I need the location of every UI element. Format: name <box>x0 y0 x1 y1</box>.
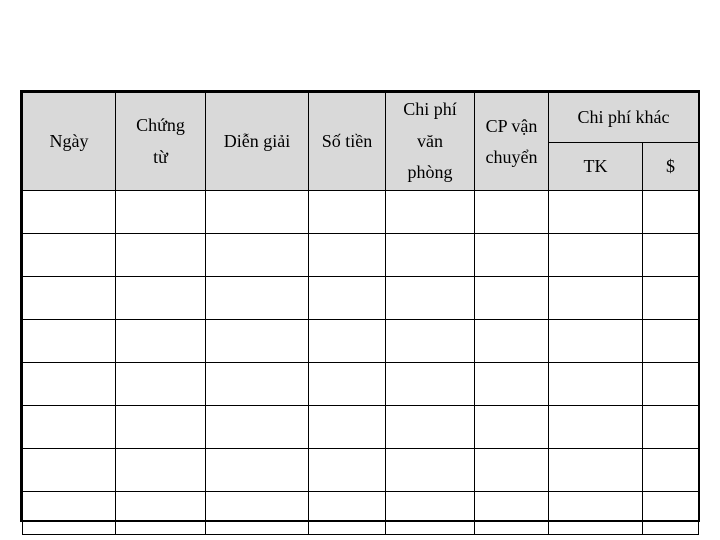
table-cell[interactable] <box>23 191 116 234</box>
table-cell[interactable] <box>309 492 386 535</box>
table-cell[interactable] <box>23 492 116 535</box>
table-cell[interactable] <box>309 449 386 492</box>
header-chi-phi-khac-amount: $ <box>643 143 699 191</box>
table-cell[interactable] <box>206 320 309 363</box>
table-cell[interactable] <box>116 191 206 234</box>
expense-ledger-table <box>20 90 700 522</box>
table-row <box>23 363 699 406</box>
table-cell[interactable] <box>23 363 116 406</box>
table-cell[interactable] <box>643 234 699 277</box>
table-cell[interactable] <box>549 492 643 535</box>
header-dien-giai: Diễn giải <box>206 93 309 191</box>
table-cell[interactable] <box>309 363 386 406</box>
header-chung-tu-line1: Chứng <box>136 115 185 135</box>
table-cell[interactable] <box>386 492 475 535</box>
table-cell[interactable] <box>549 320 643 363</box>
header-chung-tu <box>116 93 206 191</box>
header-cpvc-line1: CP vận <box>485 115 538 136</box>
table-cell[interactable] <box>643 449 699 492</box>
table-cell[interactable] <box>206 234 309 277</box>
table-cell[interactable] <box>549 449 643 492</box>
table-cell[interactable] <box>475 191 549 234</box>
table-cell[interactable] <box>23 320 116 363</box>
table-row <box>23 449 699 492</box>
header-cpvc-line2: chuyển <box>485 146 538 167</box>
header-ngay: Ngày <box>23 93 116 191</box>
table-row <box>23 406 699 449</box>
table-cell[interactable] <box>116 320 206 363</box>
table-row <box>23 234 699 277</box>
table-cell[interactable] <box>116 234 206 277</box>
table-cell[interactable] <box>386 234 475 277</box>
table-cell[interactable] <box>643 320 699 363</box>
table-cell[interactable] <box>23 234 116 277</box>
table-cell[interactable] <box>23 277 116 320</box>
table-cell[interactable] <box>309 234 386 277</box>
table-cell[interactable] <box>475 406 549 449</box>
table-cell[interactable] <box>206 406 309 449</box>
header-chi-phi-van-phong <box>386 93 475 191</box>
table-cell[interactable] <box>386 277 475 320</box>
table-cell[interactable] <box>116 406 206 449</box>
table-cell[interactable] <box>386 363 475 406</box>
table-cell[interactable] <box>309 320 386 363</box>
header-cpvp-line3: phòng <box>407 162 453 183</box>
table-cell[interactable] <box>386 320 475 363</box>
header-chung-tu-line2: từ <box>153 146 168 167</box>
table-cell[interactable] <box>475 320 549 363</box>
table-cell[interactable] <box>309 191 386 234</box>
table-cell[interactable] <box>475 234 549 277</box>
table-cell[interactable] <box>309 277 386 320</box>
table-cell[interactable] <box>386 191 475 234</box>
table-cell[interactable] <box>549 406 643 449</box>
header-cpvp-line2: văn <box>417 130 443 151</box>
table-cell[interactable] <box>643 492 699 535</box>
table-cell[interactable] <box>206 363 309 406</box>
table-cell[interactable] <box>23 406 116 449</box>
table-cell[interactable] <box>549 234 643 277</box>
table-cell[interactable] <box>643 363 699 406</box>
table-cell[interactable] <box>206 449 309 492</box>
header-cpvp-line1: Chi phí <box>403 99 457 120</box>
table-cell[interactable] <box>475 277 549 320</box>
table-row <box>23 320 699 363</box>
header-cp-van-chuyen <box>475 93 549 191</box>
table-cell[interactable] <box>549 277 643 320</box>
table-cell[interactable] <box>309 406 386 449</box>
table-cell[interactable] <box>643 406 699 449</box>
table-cell[interactable] <box>116 363 206 406</box>
table-cell[interactable] <box>116 449 206 492</box>
table-cell[interactable] <box>643 191 699 234</box>
table-cell[interactable] <box>475 449 549 492</box>
table-cell[interactable] <box>549 363 643 406</box>
table-cell[interactable] <box>116 492 206 535</box>
table-header <box>23 93 699 191</box>
table-row <box>23 277 699 320</box>
table-cell[interactable] <box>206 191 309 234</box>
table-cell[interactable] <box>386 406 475 449</box>
header-so-tien: Số tiền <box>309 93 386 191</box>
table-body <box>23 191 699 535</box>
table-cell[interactable] <box>643 277 699 320</box>
table-row <box>23 191 699 234</box>
table-cell[interactable] <box>206 277 309 320</box>
table-cell[interactable] <box>386 449 475 492</box>
table-cell[interactable] <box>475 492 549 535</box>
table-cell[interactable] <box>206 492 309 535</box>
header-chi-phi-khac-tk: TK <box>549 143 643 191</box>
table-row <box>23 492 699 535</box>
table-cell[interactable] <box>549 191 643 234</box>
table-cell[interactable] <box>475 363 549 406</box>
table-cell[interactable] <box>116 277 206 320</box>
header-chi-phi-khac: Chi phí khác <box>549 93 699 143</box>
table-cell[interactable] <box>23 449 116 492</box>
